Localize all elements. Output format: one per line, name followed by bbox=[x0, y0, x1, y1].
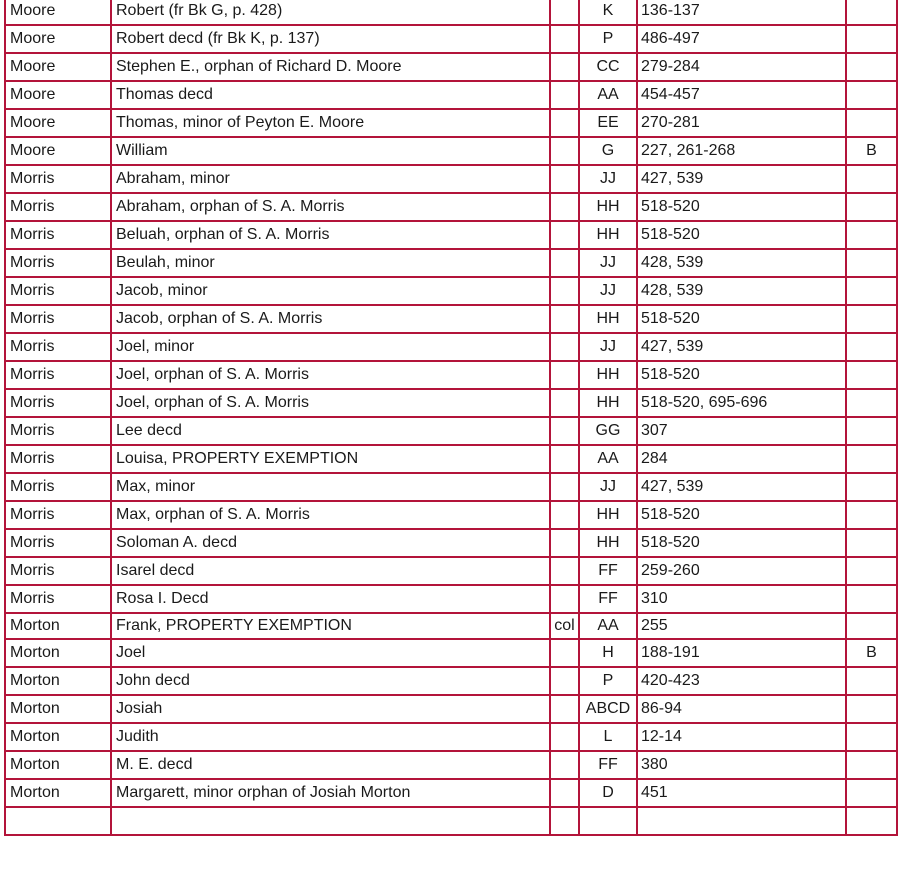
surname-cell: Moore bbox=[5, 0, 111, 25]
col-cell: col bbox=[550, 613, 579, 639]
book-cell: FF bbox=[579, 585, 637, 613]
flag-cell bbox=[846, 751, 897, 779]
table-row bbox=[5, 557, 897, 585]
surname-cell: Morris bbox=[5, 193, 111, 221]
book-cell: AA bbox=[579, 445, 637, 473]
surname-cell: Morris bbox=[5, 305, 111, 333]
table-row bbox=[5, 501, 897, 529]
surname-cell: Morris bbox=[5, 361, 111, 389]
pages-cell: 136-137 bbox=[637, 0, 846, 25]
flag-cell bbox=[846, 585, 897, 613]
name-cell: Stephen E., orphan of Richard D. Moore bbox=[111, 53, 550, 81]
surname-cell: Morton bbox=[5, 751, 111, 779]
surname-cell: Morris bbox=[5, 529, 111, 557]
name-cell: Frank, PROPERTY EXEMPTION bbox=[111, 613, 550, 639]
col-cell bbox=[550, 0, 579, 25]
flag-cell bbox=[846, 305, 897, 333]
pages-cell bbox=[637, 807, 846, 835]
book-cell: HH bbox=[579, 221, 637, 249]
table-body bbox=[5, 0, 897, 835]
book-cell: FF bbox=[579, 751, 637, 779]
book-cell: D bbox=[579, 779, 637, 807]
pages-cell: 451 bbox=[637, 779, 846, 807]
table-row bbox=[5, 361, 897, 389]
table-row bbox=[5, 473, 897, 501]
book-cell: EE bbox=[579, 109, 637, 137]
pages-cell: 518-520 bbox=[637, 501, 846, 529]
col-cell bbox=[550, 667, 579, 695]
book-cell: HH bbox=[579, 305, 637, 333]
surname-cell: Morris bbox=[5, 165, 111, 193]
table-row bbox=[5, 25, 897, 53]
surname-cell: Morton bbox=[5, 667, 111, 695]
table-row bbox=[5, 193, 897, 221]
col-cell bbox=[550, 807, 579, 835]
flag-cell bbox=[846, 249, 897, 277]
table-row bbox=[5, 723, 897, 751]
flag-cell bbox=[846, 361, 897, 389]
flag-cell bbox=[846, 557, 897, 585]
surname-cell: Morris bbox=[5, 417, 111, 445]
pages-cell: 518-520 bbox=[637, 305, 846, 333]
col-cell bbox=[550, 109, 579, 137]
surname-cell: Morris bbox=[5, 249, 111, 277]
flag-cell bbox=[846, 667, 897, 695]
book-cell: HH bbox=[579, 193, 637, 221]
table-row bbox=[5, 417, 897, 445]
name-cell: William bbox=[111, 137, 550, 165]
name-cell: Robert (fr Bk G, p. 428) bbox=[111, 0, 550, 25]
table-row bbox=[5, 751, 897, 779]
col-cell bbox=[550, 723, 579, 751]
pages-cell: 518-520 bbox=[637, 193, 846, 221]
table-row bbox=[5, 807, 897, 835]
pages-cell: 486-497 bbox=[637, 25, 846, 53]
pages-cell: 518-520 bbox=[637, 221, 846, 249]
table-row bbox=[5, 639, 897, 667]
table-row bbox=[5, 333, 897, 361]
col-cell bbox=[550, 639, 579, 667]
flag-cell: B bbox=[846, 639, 897, 667]
surname-cell: Moore bbox=[5, 81, 111, 109]
name-cell: Isarel decd bbox=[111, 557, 550, 585]
flag-cell bbox=[846, 613, 897, 639]
name-cell: Abraham, orphan of S. A. Morris bbox=[111, 193, 550, 221]
book-cell: G bbox=[579, 137, 637, 165]
name-cell: M. E. decd bbox=[111, 751, 550, 779]
book-cell: JJ bbox=[579, 165, 637, 193]
flag-cell bbox=[846, 779, 897, 807]
book-cell: HH bbox=[579, 389, 637, 417]
book-cell: HH bbox=[579, 361, 637, 389]
pages-cell: 310 bbox=[637, 585, 846, 613]
surname-cell: Morris bbox=[5, 585, 111, 613]
col-cell bbox=[550, 305, 579, 333]
pages-cell: 270-281 bbox=[637, 109, 846, 137]
book-cell: FF bbox=[579, 557, 637, 585]
table-row bbox=[5, 249, 897, 277]
pages-cell: 454-457 bbox=[637, 81, 846, 109]
col-cell bbox=[550, 529, 579, 557]
col-cell bbox=[550, 751, 579, 779]
surname-cell: Morris bbox=[5, 277, 111, 305]
pages-cell: 86-94 bbox=[637, 695, 846, 723]
flag-cell bbox=[846, 277, 897, 305]
pages-cell: 427, 539 bbox=[637, 165, 846, 193]
col-cell bbox=[550, 25, 579, 53]
surname-cell: Morris bbox=[5, 445, 111, 473]
pages-cell: 427, 539 bbox=[637, 333, 846, 361]
col-cell bbox=[550, 389, 579, 417]
name-cell: John decd bbox=[111, 667, 550, 695]
book-cell bbox=[579, 807, 637, 835]
pages-cell: 255 bbox=[637, 613, 846, 639]
flag-cell bbox=[846, 193, 897, 221]
book-cell: JJ bbox=[579, 249, 637, 277]
name-cell: Thomas decd bbox=[111, 81, 550, 109]
flag-cell bbox=[846, 221, 897, 249]
table-row bbox=[5, 529, 897, 557]
name-cell: Thomas, minor of Peyton E. Moore bbox=[111, 109, 550, 137]
col-cell bbox=[550, 137, 579, 165]
col-cell bbox=[550, 585, 579, 613]
table-row bbox=[5, 81, 897, 109]
col-cell bbox=[550, 445, 579, 473]
surname-cell: Moore bbox=[5, 53, 111, 81]
col-cell bbox=[550, 277, 579, 305]
surname-cell bbox=[5, 807, 111, 835]
flag-cell bbox=[846, 529, 897, 557]
col-cell bbox=[550, 249, 579, 277]
pages-cell: 284 bbox=[637, 445, 846, 473]
col-cell bbox=[550, 501, 579, 529]
name-cell: Rosa I. Decd bbox=[111, 585, 550, 613]
book-cell: JJ bbox=[579, 333, 637, 361]
surname-cell: Morris bbox=[5, 389, 111, 417]
book-cell: AA bbox=[579, 81, 637, 109]
table-row bbox=[5, 0, 897, 25]
book-cell: H bbox=[579, 639, 637, 667]
table-row bbox=[5, 109, 897, 137]
index-table-container bbox=[4, 0, 898, 836]
name-cell: Robert decd (fr Bk K, p. 137) bbox=[111, 25, 550, 53]
name-cell: Jacob, minor bbox=[111, 277, 550, 305]
col-cell bbox=[550, 221, 579, 249]
col-cell bbox=[550, 361, 579, 389]
book-cell: L bbox=[579, 723, 637, 751]
col-cell bbox=[550, 53, 579, 81]
surname-cell: Morton bbox=[5, 695, 111, 723]
pages-cell: 428, 539 bbox=[637, 277, 846, 305]
table-row bbox=[5, 389, 897, 417]
col-cell bbox=[550, 779, 579, 807]
table-row bbox=[5, 165, 897, 193]
col-cell bbox=[550, 165, 579, 193]
name-cell: Max, orphan of S. A. Morris bbox=[111, 501, 550, 529]
name-cell: Abraham, minor bbox=[111, 165, 550, 193]
surname-cell: Morris bbox=[5, 557, 111, 585]
pages-cell: 12-14 bbox=[637, 723, 846, 751]
surname-cell: Morton bbox=[5, 779, 111, 807]
flag-cell bbox=[846, 417, 897, 445]
pages-cell: 518-520 bbox=[637, 529, 846, 557]
col-cell bbox=[550, 417, 579, 445]
book-cell: AA bbox=[579, 613, 637, 639]
book-cell: P bbox=[579, 25, 637, 53]
table-row bbox=[5, 277, 897, 305]
flag-cell bbox=[846, 807, 897, 835]
pages-cell: 518-520 bbox=[637, 361, 846, 389]
table-row bbox=[5, 585, 897, 613]
surname-cell: Moore bbox=[5, 25, 111, 53]
name-cell: Joel, minor bbox=[111, 333, 550, 361]
name-cell: Soloman A. decd bbox=[111, 529, 550, 557]
pages-cell: 227, 261-268 bbox=[637, 137, 846, 165]
col-cell bbox=[550, 557, 579, 585]
name-cell: Max, minor bbox=[111, 473, 550, 501]
col-cell bbox=[550, 333, 579, 361]
flag-cell: B bbox=[846, 137, 897, 165]
table-row bbox=[5, 613, 897, 639]
book-cell: JJ bbox=[579, 277, 637, 305]
table-row bbox=[5, 137, 897, 165]
surname-cell: Moore bbox=[5, 137, 111, 165]
table-row bbox=[5, 667, 897, 695]
name-cell: Jacob, orphan of S. A. Morris bbox=[111, 305, 550, 333]
name-cell: Beulah, minor bbox=[111, 249, 550, 277]
name-cell: Joel, orphan of S. A. Morris bbox=[111, 389, 550, 417]
surname-cell: Morris bbox=[5, 473, 111, 501]
flag-cell bbox=[846, 389, 897, 417]
surname-cell: Morris bbox=[5, 501, 111, 529]
col-cell bbox=[550, 81, 579, 109]
col-cell bbox=[550, 695, 579, 723]
surname-cell: Moore bbox=[5, 109, 111, 137]
book-cell: K bbox=[579, 0, 637, 25]
flag-cell bbox=[846, 53, 897, 81]
table-row bbox=[5, 305, 897, 333]
name-cell: Joel bbox=[111, 639, 550, 667]
name-cell bbox=[111, 807, 550, 835]
name-cell: Beluah, orphan of S. A. Morris bbox=[111, 221, 550, 249]
probate-index-table bbox=[4, 0, 898, 836]
flag-cell bbox=[846, 501, 897, 529]
name-cell: Josiah bbox=[111, 695, 550, 723]
pages-cell: 279-284 bbox=[637, 53, 846, 81]
flag-cell bbox=[846, 723, 897, 751]
book-cell: ABCD bbox=[579, 695, 637, 723]
book-cell: HH bbox=[579, 501, 637, 529]
pages-cell: 518-520, 695-696 bbox=[637, 389, 846, 417]
col-cell bbox=[550, 193, 579, 221]
flag-cell bbox=[846, 473, 897, 501]
flag-cell bbox=[846, 165, 897, 193]
book-cell: P bbox=[579, 667, 637, 695]
table-row bbox=[5, 779, 897, 807]
pages-cell: 307 bbox=[637, 417, 846, 445]
flag-cell bbox=[846, 333, 897, 361]
table-row bbox=[5, 695, 897, 723]
flag-cell bbox=[846, 109, 897, 137]
table-row bbox=[5, 221, 897, 249]
flag-cell bbox=[846, 445, 897, 473]
col-cell bbox=[550, 473, 579, 501]
book-cell: HH bbox=[579, 529, 637, 557]
table-row bbox=[5, 53, 897, 81]
book-cell: CC bbox=[579, 53, 637, 81]
pages-cell: 427, 539 bbox=[637, 473, 846, 501]
table-row bbox=[5, 445, 897, 473]
surname-cell: Morris bbox=[5, 221, 111, 249]
name-cell: Judith bbox=[111, 723, 550, 751]
pages-cell: 380 bbox=[637, 751, 846, 779]
surname-cell: Morton bbox=[5, 639, 111, 667]
surname-cell: Morton bbox=[5, 723, 111, 751]
flag-cell bbox=[846, 695, 897, 723]
name-cell: Joel, orphan of S. A. Morris bbox=[111, 361, 550, 389]
name-cell: Margarett, minor orphan of Josiah Morton bbox=[111, 779, 550, 807]
name-cell: Louisa, PROPERTY EXEMPTION bbox=[111, 445, 550, 473]
flag-cell bbox=[846, 0, 897, 25]
name-cell: Lee decd bbox=[111, 417, 550, 445]
flag-cell bbox=[846, 81, 897, 109]
surname-cell: Morton bbox=[5, 613, 111, 639]
pages-cell: 420-423 bbox=[637, 667, 846, 695]
book-cell: JJ bbox=[579, 473, 637, 501]
flag-cell bbox=[846, 25, 897, 53]
surname-cell: Morris bbox=[5, 333, 111, 361]
book-cell: GG bbox=[579, 417, 637, 445]
pages-cell: 188-191 bbox=[637, 639, 846, 667]
pages-cell: 259-260 bbox=[637, 557, 846, 585]
pages-cell: 428, 539 bbox=[637, 249, 846, 277]
